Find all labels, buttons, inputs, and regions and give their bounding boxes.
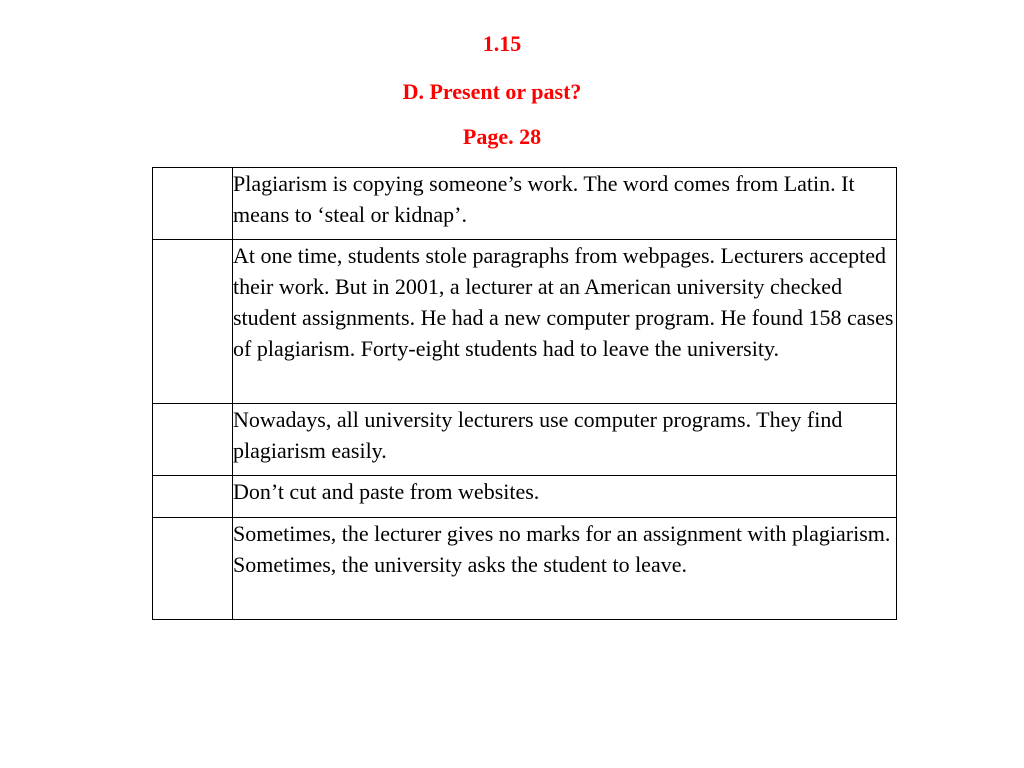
page-reference: Page. 28 (462, 124, 542, 149)
paragraph-cell: Plagiarism is copying someone’s work. The word comes from Latin. It means to ‘steal or kidnap’. (233, 168, 897, 240)
answer-cell[interactable] (153, 404, 233, 476)
exercise-table (152, 167, 897, 620)
table-row (153, 404, 897, 476)
paragraph-cell: Sometimes, the lecturer gives no marks for an assignment with plagiarism. Sometimes, the university asks the student to leave. (233, 518, 897, 620)
paragraph-cell: At one time, students stole paragraphs from webpages. Lecturers accepted their work. But in 2001, a lecturer at an American university checked student assignments. He had a new computer program. He found 158 cases of plagiarism. Forty-eight students had to leave the university. (233, 240, 897, 404)
answer-cell[interactable] (153, 240, 233, 404)
exercise-number: 1.15 (482, 31, 522, 56)
table-row (153, 476, 897, 518)
table-row (153, 240, 897, 404)
exercise-title: D. Present or past? (402, 79, 582, 104)
table-row (153, 168, 897, 240)
answer-cell[interactable] (153, 518, 233, 620)
answer-cell[interactable] (153, 476, 233, 518)
table-row (153, 518, 897, 620)
paragraph-cell: Nowadays, all university lecturers use computer programs. They find plagiarism easily. (233, 404, 897, 476)
paragraph-cell: Don’t cut and paste from websites. (233, 476, 897, 518)
answer-cell[interactable] (153, 168, 233, 240)
